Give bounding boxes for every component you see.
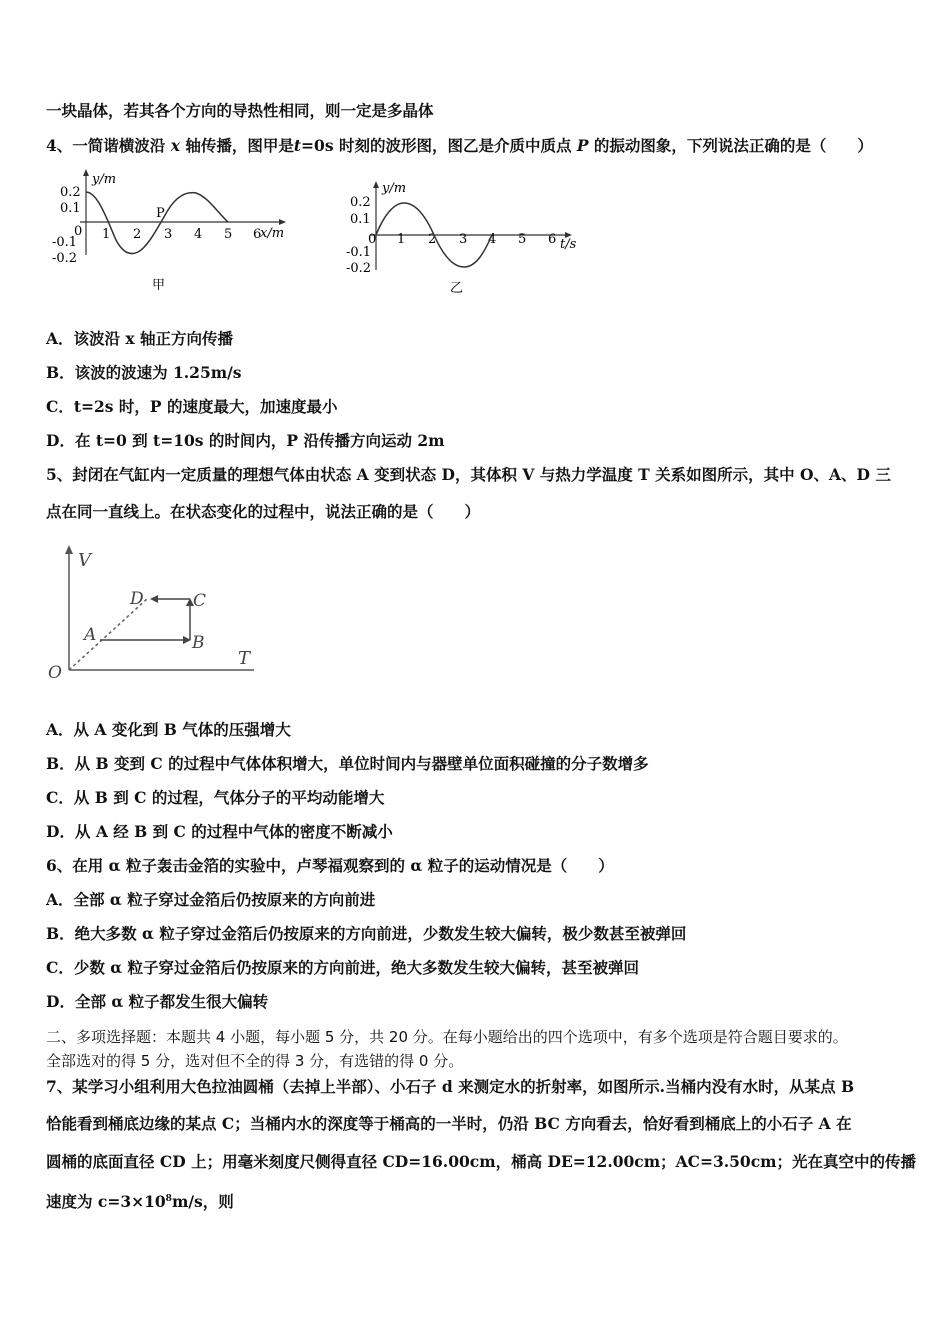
yi-y-arrow — [373, 181, 379, 188]
jia-wave-curve — [86, 192, 228, 254]
yi-x-tick: 2 — [428, 232, 437, 247]
jia-x-arrow — [279, 219, 286, 225]
q4-stem-var-t: t — [293, 136, 302, 155]
jia-y-tick: -0.2 — [52, 251, 78, 266]
q4-stem-part: =0s 时刻的波形图，图乙是介质中质点 — [301, 136, 572, 155]
q3-option-d: 一块晶体，若其各个方向的导热性相同，则一定是多晶体 — [46, 101, 434, 120]
jia-point-p-label: P — [156, 206, 165, 221]
q6-option-d: D．全部 α 粒子都发生很大偏转 — [46, 992, 269, 1011]
q4-option-c: C．t=2s 时，P 的速度最大，加速度最小 — [46, 397, 338, 416]
vt-v-label: V — [78, 550, 91, 571]
jia-x-tick: 1 — [102, 227, 111, 242]
vt-point-b-label: B — [192, 633, 205, 653]
yi-x-tick: 5 — [518, 232, 527, 247]
q7-line1: 7、某学习小组利用大色拉油圆桶（去掉上半部）、小石子 d 来测定水的折射率，如图所示.当桶内没有水时，从某点 B — [46, 1077, 855, 1096]
jia-x-tick: 3 — [164, 227, 173, 242]
yi-x-tick: 3 — [459, 232, 468, 247]
vt-point-c-label: C — [193, 591, 207, 611]
yi-y-tick: 0.1 — [350, 212, 371, 227]
q7-line3: 圆桶的底面直径 CD 上；用毫米刻度尺侧得直径 CD=16.00cm，桶高 DE=12.00cm；AC=3.50cm；光在真空中的传播 — [46, 1152, 917, 1171]
jia-x-tick: 2 — [133, 227, 142, 242]
q5-option-c: C．从 B 到 C 的过程，气体分子的平均动能增大 — [46, 788, 385, 807]
yi-y-label: y/m — [382, 181, 407, 196]
q5-option-a: A．从 A 变化到 B 气体的压强增大 — [46, 720, 291, 739]
q6-option-b: B．绝大多数 α 粒子穿过金箔后仍按原来的方向前进，少数发生较大偏转，极少数甚至被弹回 — [46, 924, 687, 943]
q7-exponent: 8 — [165, 1194, 172, 1204]
figure-yi-vibration-graph — [346, 175, 596, 300]
jia-x-tick: 6 — [253, 227, 262, 242]
q4-option-b: B．该波的波速为 1.25m/s — [46, 363, 242, 382]
jia-x-tick: 5 — [224, 227, 233, 242]
yi-x-label: t/s — [560, 237, 577, 252]
jia-y-tick: 0.2 — [60, 185, 81, 200]
yi-y-tick: -0.2 — [346, 261, 372, 276]
q6-option-a: A．全部 α 粒子穿过金箔后仍按原来的方向前进 — [46, 890, 376, 909]
q5-stem-line2: 点在同一直线上。在状态变化的过程中，说法正确的是（ ） — [46, 502, 481, 521]
jia-origin: 0 — [74, 224, 83, 239]
jia-caption: 甲 — [152, 278, 166, 293]
vt-t-label: T — [238, 648, 251, 669]
yi-caption: 乙 — [450, 281, 464, 296]
vt-point-d-label: D — [130, 589, 144, 609]
vt-point-a-label: A — [84, 625, 97, 645]
q5-option-d: D．从 A 经 B 到 C 的过程中气体的密度不断减小 — [46, 822, 393, 841]
q5-option-b: B．从 B 变到 C 的过程中气体体积增大，单位时间内与器壁单位面积碰撞的分子数增多 — [46, 754, 649, 773]
jia-y-tick: 0.1 — [60, 201, 81, 216]
vt-v-arrow — [65, 545, 73, 554]
yi-y-tick: 0.2 — [350, 195, 371, 210]
jia-x-tick: 4 — [194, 227, 203, 242]
q4-option-a: A．该波沿 x 轴正方向传播 — [46, 329, 234, 348]
q7-line4-part: m/s，则 — [171, 1192, 234, 1212]
jia-x-label: x/m — [260, 226, 285, 241]
section2-header-line1: 二、多项选择题：本题共 4 小题，每小题 5 分，共 20 分。在每小题给出的四个选项中，有多个选项是符合题目要求的。 — [46, 1028, 848, 1046]
q4-stem-part: 4、一简谐横波沿 — [46, 136, 166, 155]
yi-y-tick: -0.1 — [346, 245, 372, 260]
yi-x-tick: 1 — [397, 232, 406, 247]
q6-option-c: C．少数 α 粒子穿过金箔后仍按原来的方向前进，绝大多数发生较大偏转，甚至被弹回 — [46, 958, 640, 977]
q4-stem — [46, 136, 873, 156]
jia-y-label: y/m — [92, 172, 117, 187]
vt-arrow-cd — [150, 595, 158, 603]
q4-stem-var-x: x — [170, 136, 180, 155]
jia-y-tick: -0.1 — [52, 235, 78, 250]
q4-option-d: D．在 t=0 到 t=10s 的时间内，P 沿传播方向运动 2m — [46, 431, 445, 450]
q7-line4 — [46, 1189, 234, 1212]
yi-x-tick: 4 — [488, 232, 497, 247]
jia-y-arrow — [83, 169, 89, 176]
q4-stem-part: 轴传播，图甲是 — [185, 136, 294, 155]
yi-x-tick: 6 — [548, 232, 557, 247]
q5-stem-line1: 5、封闭在气缸内一定质量的理想气体由状态 A 变到状态 D，其体积 V 与热力学温度 T 关系如图所示，其中 O、A、D 三 — [46, 465, 891, 484]
q4-stem-part: 的振动图象，下列说法正确的是（ ） — [593, 136, 873, 155]
q7-line2: 恰能看到桶底边缘的某点 C；当桶内水的深度等于桶高的一半时，仍沿 BC 方向看去，恰好看到桶底上的小石子 A 在 — [46, 1114, 852, 1133]
yi-origin: 0 — [368, 232, 377, 247]
section2-header-line2: 全部选对的得 5 分，选对但不全的得 3 分，有选错的得 0 分。 — [46, 1052, 464, 1070]
q6-stem: 6、在用 α 粒子轰击金箔的实验中，卢琴福观察到的 α 粒子的运动情况是（ ） — [46, 856, 614, 875]
q7-line4-part: 速度为 c=3×10 — [46, 1192, 166, 1212]
vt-origin-label: O — [48, 663, 62, 683]
figure-v-t-graph — [44, 540, 264, 685]
q4-stem-var-p: P — [576, 136, 589, 155]
figure-jia-wave-graph — [50, 165, 310, 295]
